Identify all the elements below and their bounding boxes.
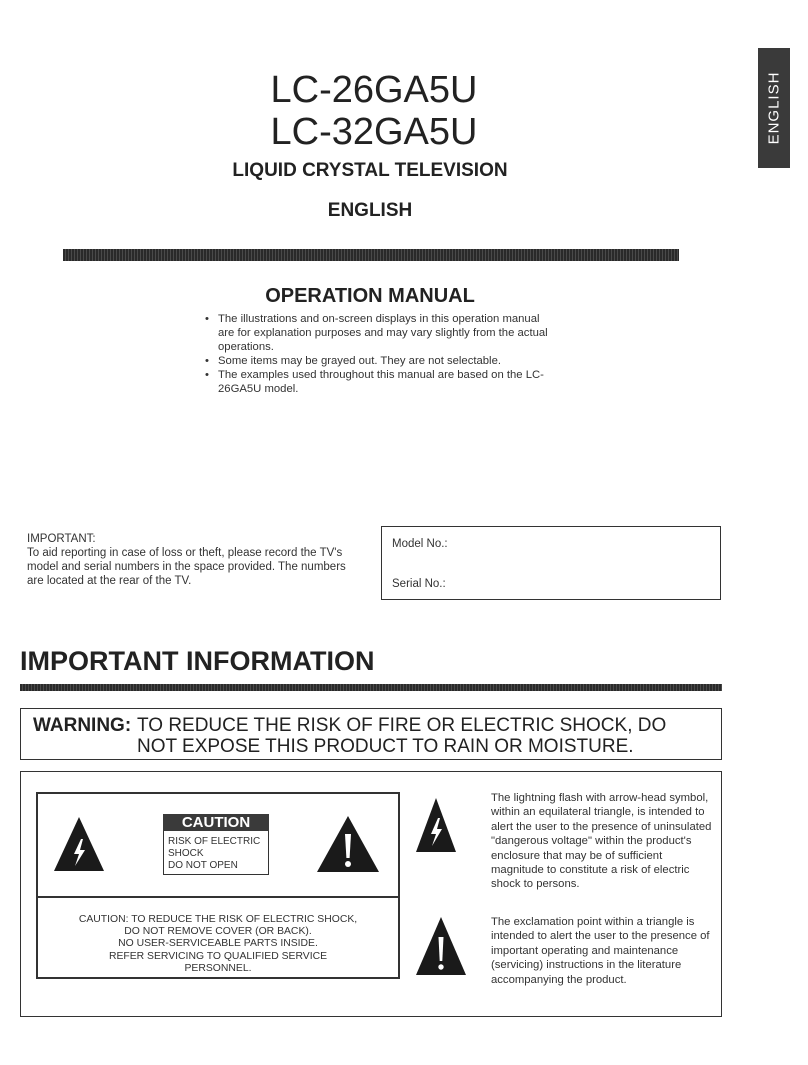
- caution-text: [40, 914, 396, 975]
- exclamation-triangle-icon: [315, 814, 381, 874]
- warning-box: [20, 708, 722, 760]
- caution-subtext: [163, 831, 269, 875]
- warning-line-2: NOT EXPOSE THIS PRODUCT TO RAIN OR MOISTURE.: [137, 736, 634, 757]
- caution-panel-divider: [36, 896, 400, 898]
- lightning-symbol-icon: [414, 796, 458, 854]
- model-serial-box: [381, 526, 721, 600]
- lightning-triangle-icon: [52, 815, 106, 873]
- warning-label: WARNING:: [33, 715, 132, 736]
- exclamation-description: The exclamation point within a triangle is intended to alert the user to the presence of important operating and maintenance (servicing) instructions in the literature accompanying the product.: [491, 916, 710, 986]
- caution-text-line: REFER SERVICING TO QUALIFIED SERVICE: [108, 950, 328, 962]
- model-number-2: LC-32GA5U: [270, 111, 478, 153]
- operation-note: • The examples used throughout this manual are based on the LC-26GA5U model.: [205, 368, 555, 396]
- model-number-1: LC-26GA5U: [270, 69, 478, 111]
- caution-label: CAUTION: [163, 814, 269, 831]
- header-divider: [63, 249, 679, 261]
- language-heading: ENGLISH: [327, 200, 413, 221]
- record-text: To aid reporting in case of loss or theft, please record the TV's model and serial numbers in the space provided. The numbers are located at the rear of the TV.: [27, 547, 346, 587]
- operation-notes: [205, 312, 555, 396]
- lightning-description: The lightning flash with arrow-head symbol, within an equilateral triangle, is intended to alert the user to the presence of uninsulated "dangerous voltage" within the product's enclosure that may be of sufficient magnitude to constitute a risk of electric shock to persons.: [491, 792, 712, 891]
- record-instructions: [27, 532, 347, 588]
- operation-note: • Some items may be grayed out. They are not selectable.: [205, 354, 555, 368]
- exclamation-symbol-icon: [414, 915, 468, 977]
- caution-text-line: CAUTION: TO REDUCE THE RISK OF ELECTRIC SHOCK,: [78, 914, 358, 925]
- caution-text-line: DO NOT REMOVE COVER (OR BACK).: [124, 926, 312, 938]
- operation-note: • The illustrations and on-screen displays in this operation manual are for explanation purposes and may vary slightly from the actual operations.: [205, 312, 555, 354]
- important-information-title: IMPORTANT INFORMATION: [20, 646, 375, 676]
- product-type: LIQUID CRYSTAL TELEVISION: [232, 160, 508, 181]
- section-divider: [20, 684, 722, 691]
- model-number-label: Model No.:: [392, 538, 448, 550]
- warning-line-1: TO REDUCE THE RISK OF FIRE OR ELECTRIC SHOCK, DO: [137, 715, 667, 736]
- caution-text-line: PERSONNEL.: [184, 962, 252, 974]
- operation-manual-title: OPERATION MANUAL: [265, 285, 475, 307]
- caution-sub-line-1: RISK OF ELECTRIC SHOCK: [168, 836, 261, 859]
- record-heading: IMPORTANT:: [27, 533, 96, 545]
- serial-number-label: Serial No.:: [392, 578, 446, 590]
- language-tab-label: ENGLISH: [765, 71, 783, 145]
- caution-sub-line-2: DO NOT OPEN: [168, 860, 238, 871]
- caution-text-line: NO USER-SERVICEABLE PARTS INSIDE.: [118, 938, 318, 950]
